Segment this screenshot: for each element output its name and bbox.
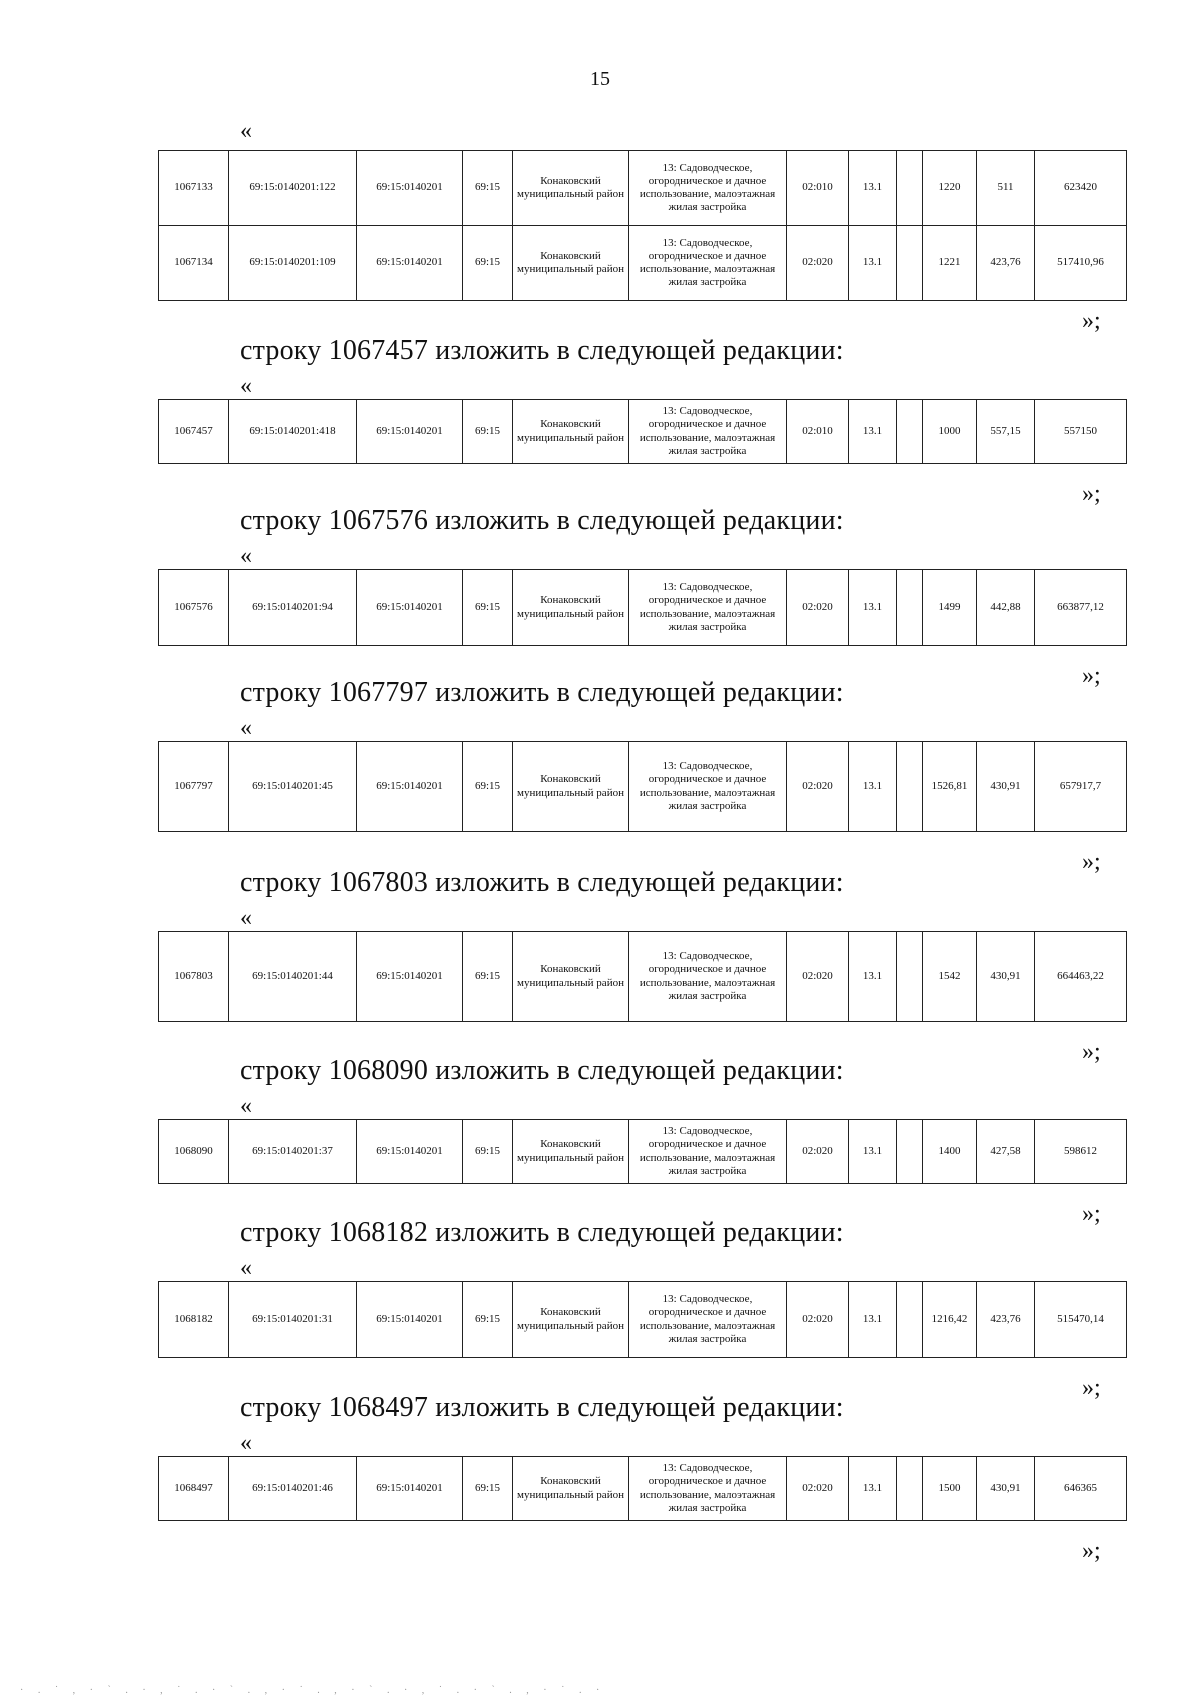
table-row <box>159 742 1127 832</box>
amendment-instruction: строку 1068090 изложить в следующей редакции: <box>240 1055 844 1086</box>
table-row <box>159 1120 1127 1184</box>
cell-land-use-group: 13: Садоводческое, огородническое и дачное использование, малоэтажная жилая застройка <box>629 1282 787 1358</box>
cell-cadastral-district: 69:15 <box>463 226 513 301</box>
cell-record-id: 1068497 <box>159 1457 229 1521</box>
close-quote: »; <box>1082 1039 1101 1065</box>
cell-specific-value: 423,76 <box>977 1282 1035 1358</box>
cell-cadastral-number: 69:15:0140201:94 <box>229 570 357 646</box>
cell-code: 02:010 <box>787 151 849 226</box>
cell-record-id: 1067576 <box>159 570 229 646</box>
cell-record-id: 1067133 <box>159 151 229 226</box>
cell-empty-column <box>897 400 923 464</box>
amendment-instruction: строку 1067576 изложить в следующей редакции: <box>240 505 844 536</box>
cell-cadastral-value: 664463,22 <box>1035 932 1127 1022</box>
cadastral-record-table <box>158 150 1127 301</box>
cell-specific-value: 430,91 <box>977 932 1035 1022</box>
cell-empty-column <box>897 151 923 226</box>
amendment-instruction: строку 1068497 изложить в следующей редакции: <box>240 1392 844 1423</box>
cell-municipality: Конаковский муниципальный район <box>513 742 629 832</box>
cell-empty-column <box>897 1457 923 1521</box>
cell-cadastral-number: 69:15:0140201:109 <box>229 226 357 301</box>
cell-area: 1542 <box>923 932 977 1022</box>
open-quote: « <box>240 1255 252 1281</box>
open-quote: « <box>240 1093 252 1119</box>
cell-specific-value: 442,88 <box>977 570 1035 646</box>
cell-area: 1221 <box>923 226 977 301</box>
cell-cadastral-district: 69:15 <box>463 742 513 832</box>
cell-land-use-group: 13: Садоводческое, огородническое и дачное использование, малоэтажная жилая застройка <box>629 932 787 1022</box>
open-quote: « <box>240 373 252 399</box>
cell-code: 02:020 <box>787 932 849 1022</box>
cell-cadastral-number: 69:15:0140201:45 <box>229 742 357 832</box>
cell-cadastral-value: 557150 <box>1035 400 1127 464</box>
cell-cadastral-quarter: 69:15:0140201 <box>357 570 463 646</box>
cell-land-use-group: 13: Садоводческое, огородническое и дачное использование, малоэтажная жилая застройка <box>629 226 787 301</box>
cell-municipality: Конаковский муниципальный район <box>513 1457 629 1521</box>
table-row <box>159 570 1127 646</box>
table-row <box>159 151 1127 226</box>
cell-empty-column <box>897 932 923 1022</box>
cell-subgroup: 13.1 <box>849 742 897 832</box>
cell-area: 1500 <box>923 1457 977 1521</box>
scan-noise-strip: · . ˙ , · ` . · , ˙ . · ` . , · ˙ . , · ` . · , ˙ . · ` . , · ˙ . · <box>20 1685 606 1696</box>
table-row <box>159 1457 1127 1521</box>
cell-municipality: Конаковский муниципальный район <box>513 151 629 226</box>
cell-code: 02:020 <box>787 742 849 832</box>
cell-cadastral-quarter: 69:15:0140201 <box>357 226 463 301</box>
cell-cadastral-district: 69:15 <box>463 151 513 226</box>
amendment-instruction: строку 1067457 изложить в следующей редакции: <box>240 335 844 366</box>
cell-empty-column <box>897 226 923 301</box>
cell-cadastral-district: 69:15 <box>463 932 513 1022</box>
close-quote: »; <box>1082 1538 1101 1564</box>
table-row <box>159 932 1127 1022</box>
cell-cadastral-number: 69:15:0140201:122 <box>229 151 357 226</box>
cell-subgroup: 13.1 <box>849 1457 897 1521</box>
cell-record-id: 1068090 <box>159 1120 229 1184</box>
cell-specific-value: 430,91 <box>977 1457 1035 1521</box>
cell-cadastral-number: 69:15:0140201:46 <box>229 1457 357 1521</box>
cell-code: 02:020 <box>787 1282 849 1358</box>
cell-cadastral-value: 517410,96 <box>1035 226 1127 301</box>
amendment-instruction: строку 1067803 изложить в следующей редакции: <box>240 867 844 898</box>
cell-cadastral-quarter: 69:15:0140201 <box>357 151 463 226</box>
table-row <box>159 1282 1127 1358</box>
cell-code: 02:020 <box>787 1120 849 1184</box>
cell-specific-value: 427,58 <box>977 1120 1035 1184</box>
open-quote: « <box>240 715 252 741</box>
cadastral-record-table <box>158 931 1127 1022</box>
cell-subgroup: 13.1 <box>849 932 897 1022</box>
cell-cadastral-value: 657917,7 <box>1035 742 1127 832</box>
cell-empty-column <box>897 570 923 646</box>
cell-municipality: Конаковский муниципальный район <box>513 1120 629 1184</box>
cell-cadastral-number: 69:15:0140201:418 <box>229 400 357 464</box>
cell-subgroup: 13.1 <box>849 570 897 646</box>
cell-area: 1216,42 <box>923 1282 977 1358</box>
open-quote: « <box>240 118 252 144</box>
cell-empty-column <box>897 742 923 832</box>
cell-cadastral-district: 69:15 <box>463 570 513 646</box>
cadastral-record-table <box>158 1456 1127 1521</box>
cadastral-record-table <box>158 399 1127 464</box>
cell-specific-value: 511 <box>977 151 1035 226</box>
cell-cadastral-quarter: 69:15:0140201 <box>357 742 463 832</box>
cell-cadastral-district: 69:15 <box>463 1120 513 1184</box>
cell-subgroup: 13.1 <box>849 1120 897 1184</box>
cell-area: 1220 <box>923 151 977 226</box>
cell-code: 02:020 <box>787 1457 849 1521</box>
cell-code: 02:010 <box>787 400 849 464</box>
cadastral-record-table <box>158 569 1127 646</box>
cell-area: 1526,81 <box>923 742 977 832</box>
cell-municipality: Конаковский муниципальный район <box>513 226 629 301</box>
cell-cadastral-quarter: 69:15:0140201 <box>357 932 463 1022</box>
cell-cadastral-number: 69:15:0140201:44 <box>229 932 357 1022</box>
cell-municipality: Конаковский муниципальный район <box>513 1282 629 1358</box>
cell-cadastral-quarter: 69:15:0140201 <box>357 1120 463 1184</box>
cell-code: 02:020 <box>787 570 849 646</box>
close-quote: »; <box>1082 308 1101 334</box>
cell-record-id: 1067803 <box>159 932 229 1022</box>
open-quote: « <box>240 1430 252 1456</box>
close-quote: »; <box>1082 1201 1101 1227</box>
table-row <box>159 226 1127 301</box>
table-row <box>159 400 1127 464</box>
cell-empty-column <box>897 1120 923 1184</box>
cell-record-id: 1068182 <box>159 1282 229 1358</box>
close-quote: »; <box>1082 663 1101 689</box>
cadastral-record-table <box>158 741 1127 832</box>
cell-municipality: Конаковский муниципальный район <box>513 570 629 646</box>
cell-cadastral-quarter: 69:15:0140201 <box>357 400 463 464</box>
cell-area: 1000 <box>923 400 977 464</box>
cell-municipality: Конаковский муниципальный район <box>513 400 629 464</box>
cell-land-use-group: 13: Садоводческое, огородническое и дачное использование, малоэтажная жилая застройка <box>629 151 787 226</box>
cell-specific-value: 430,91 <box>977 742 1035 832</box>
close-quote: »; <box>1082 849 1101 875</box>
cell-land-use-group: 13: Садоводческое, огородническое и дачное использование, малоэтажная жилая застройка <box>629 400 787 464</box>
cell-land-use-group: 13: Садоводческое, огородническое и дачное использование, малоэтажная жилая застройка <box>629 570 787 646</box>
cell-area: 1499 <box>923 570 977 646</box>
close-quote: »; <box>1082 1375 1101 1401</box>
cell-cadastral-quarter: 69:15:0140201 <box>357 1457 463 1521</box>
cell-cadastral-number: 69:15:0140201:31 <box>229 1282 357 1358</box>
open-quote: « <box>240 543 252 569</box>
cell-record-id: 1067797 <box>159 742 229 832</box>
cell-cadastral-value: 623420 <box>1035 151 1127 226</box>
cell-subgroup: 13.1 <box>849 400 897 464</box>
cadastral-record-table <box>158 1119 1127 1184</box>
cell-empty-column <box>897 1282 923 1358</box>
cell-subgroup: 13.1 <box>849 1282 897 1358</box>
cell-cadastral-quarter: 69:15:0140201 <box>357 1282 463 1358</box>
cell-area: 1400 <box>923 1120 977 1184</box>
amendment-instruction: строку 1068182 изложить в следующей редакции: <box>240 1217 844 1248</box>
cell-specific-value: 557,15 <box>977 400 1035 464</box>
cell-cadastral-district: 69:15 <box>463 400 513 464</box>
cell-land-use-group: 13: Садоводческое, огородническое и дачное использование, малоэтажная жилая застройка <box>629 742 787 832</box>
cell-cadastral-district: 69:15 <box>463 1282 513 1358</box>
close-quote: »; <box>1082 481 1101 507</box>
cell-record-id: 1067134 <box>159 226 229 301</box>
amendment-instruction: строку 1067797 изложить в следующей редакции: <box>240 677 844 708</box>
cell-cadastral-value: 646365 <box>1035 1457 1127 1521</box>
cell-specific-value: 423,76 <box>977 226 1035 301</box>
cell-subgroup: 13.1 <box>849 151 897 226</box>
cell-land-use-group: 13: Садоводческое, огородническое и дачное использование, малоэтажная жилая застройка <box>629 1457 787 1521</box>
cell-cadastral-value: 598612 <box>1035 1120 1127 1184</box>
cell-cadastral-number: 69:15:0140201:37 <box>229 1120 357 1184</box>
cadastral-record-table <box>158 1281 1127 1358</box>
cell-land-use-group: 13: Садоводческое, огородническое и дачное использование, малоэтажная жилая застройка <box>629 1120 787 1184</box>
cell-subgroup: 13.1 <box>849 226 897 301</box>
cell-cadastral-value: 515470,14 <box>1035 1282 1127 1358</box>
cell-code: 02:020 <box>787 226 849 301</box>
cell-municipality: Конаковский муниципальный район <box>513 932 629 1022</box>
open-quote: « <box>240 905 252 931</box>
cell-cadastral-value: 663877,12 <box>1035 570 1127 646</box>
page-number: 15 <box>590 68 610 90</box>
cell-record-id: 1067457 <box>159 400 229 464</box>
cell-cadastral-district: 69:15 <box>463 1457 513 1521</box>
